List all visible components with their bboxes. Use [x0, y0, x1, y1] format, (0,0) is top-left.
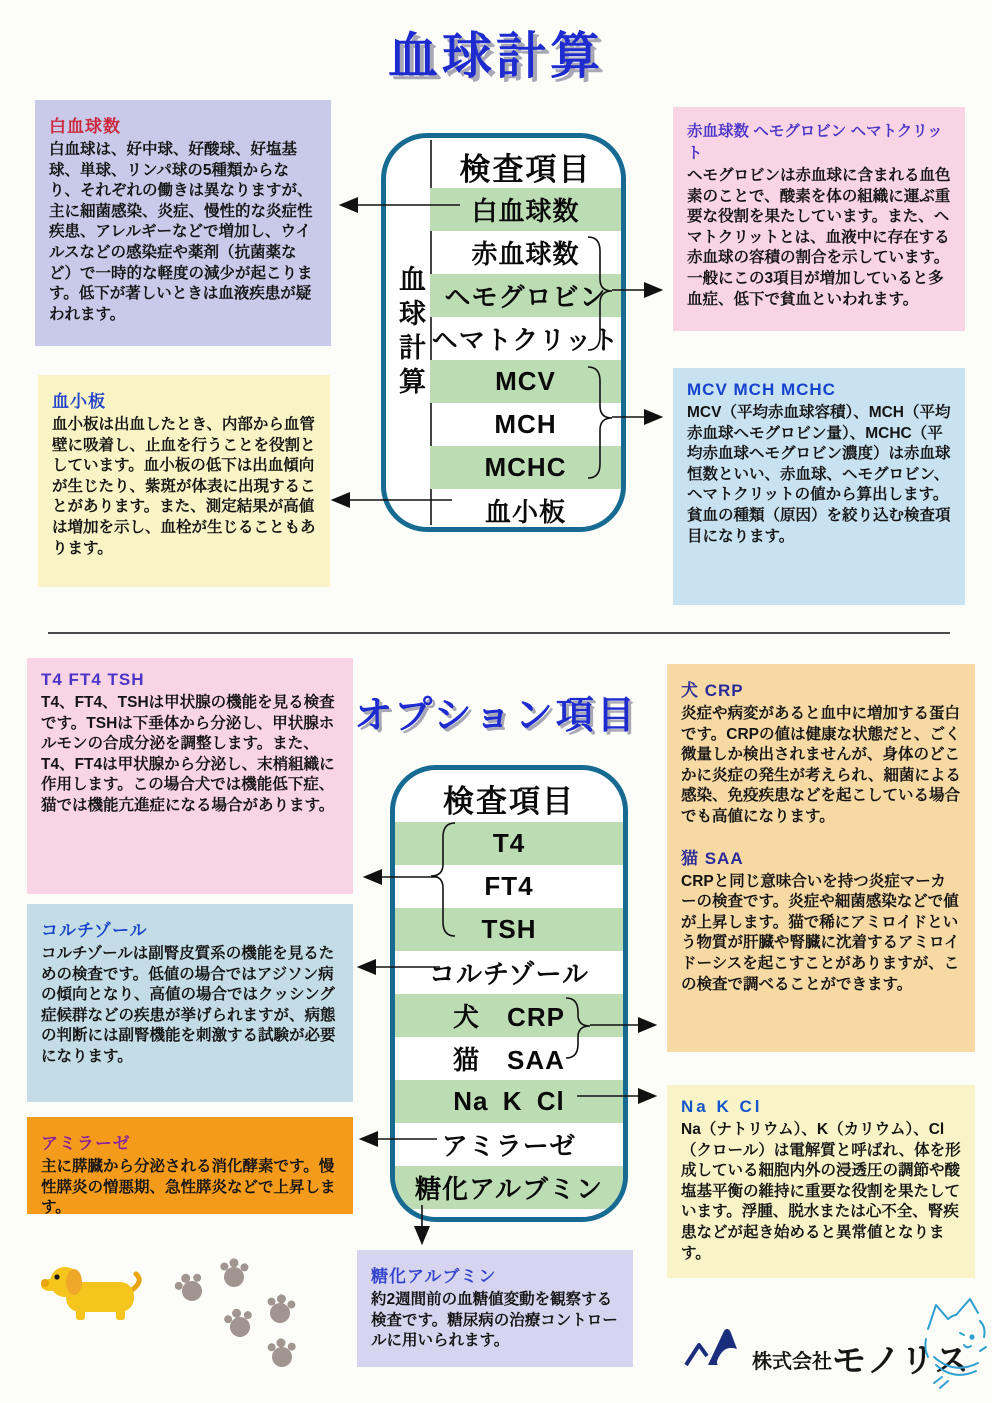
option-test-items-panel: [390, 765, 628, 1222]
option-item-rows: [395, 822, 623, 1209]
info-box-cortisol-body: コルチゾールは副腎皮質系の機能を見るための検査です。低値の場合ではアジソン病の傾向となり、高値の場合ではクッシング症候群などの疾患が挙げられますが、病態の判断には副腎機能を刺激する試験が必要になります。: [41, 945, 336, 1066]
test-item-hematocrit: ヘマトクリット: [431, 325, 620, 355]
option-panel-header: 検査項目: [443, 784, 575, 819]
company-logo: [680, 1295, 992, 1400]
info-box-cortisol-title: コルチゾール: [41, 921, 148, 940]
test-item-rbc: 赤血球数: [471, 239, 580, 269]
info-box-amylase-body: 主に膵臓から分泌される消化酵素です。慢性膵炎の憎悪期、急性膵炎などで上昇します。: [41, 1158, 336, 1217]
info-box-platelet: [38, 375, 330, 587]
cbc-panel-header: 検査項目: [459, 152, 592, 187]
section-title-options: オプション項目: [354, 695, 638, 737]
info-box-mcv-title: MCV MCH MCHC: [687, 380, 836, 399]
paw-prints: [170, 1255, 310, 1380]
info-box-cortisol: [27, 904, 353, 1102]
info-box-cat-saa-body: CRPと同じ意味合いを持つ炎症マーカーの検査です。炎症や細菌感染などで値が上昇します。猫で稀にアミロイドという物質が肝臓や腎臓に沈着するアミロイドーシスを起こすことがありますが、この検査で調べることができます。: [681, 872, 960, 993]
test-item-dog-crp: 犬 CRP: [395, 994, 623, 1037]
test-item-tsh: TSH: [395, 908, 623, 951]
info-box-platelet-body: 血小板は出血したとき、内部から血管壁に吸着し、止血を行うことを役割としています。血小板の低下は出血傾向が生じたり、紫斑が体表に出現することがあります。また、測定結果が高値は増加を示し、血栓が生じることもあります。: [52, 416, 316, 557]
info-box-platelet-title: 血小板: [52, 392, 106, 411]
monolith-mark-icon: [680, 1323, 744, 1371]
info-box-t4-ft4-tsh: [27, 658, 353, 894]
info-box-amylase: [27, 1117, 353, 1217]
cat-sketch-icon: [920, 1295, 992, 1395]
test-item-t4: T4: [395, 822, 623, 865]
cbc-test-items-panel: [381, 133, 626, 532]
info-box-electrolytes-body: Na（ナトリウム）、K（カリウム）、Cl（クロール）は電解質と呼ばれ、体を形成している細胞内外の浸透圧の調節や酸塩基平衡の維持に重要な役割を果たしています。浮腫、脱水または心不全、腎疾患などが起き始めると異常値となります。: [681, 1121, 961, 1262]
test-item-na-k-cl: Na K Cl: [395, 1080, 623, 1123]
cbc-item-rows: [430, 188, 621, 532]
test-item-hemoglobin: ヘモグロビン: [430, 274, 621, 317]
info-box-rbc-body: ヘモグロビンは赤血球に含まれる血色素のことで、酸素を体の組織に運ぶ重要な役割を果たしています。また、ヘマトクリットとは、血液中に存在する赤血球の容積の割合を示しています。一般にこの3項目が増加していると多血症、低下で貧血といわれます。: [687, 167, 951, 308]
test-item-mchc: MCHC: [430, 446, 621, 489]
dog-illustration: [40, 1262, 165, 1326]
info-box-mcv-body: MCV（平均赤血球容積）、MCH（平均赤血球ヘモグロビン量）、MCHC（平均赤血球ヘモグロビン濃度）は赤血球恒数といい、赤血球、ヘモグロビン、ヘマトクリットの値から算出します。貧血の種類（原因）を絞り込む検査項目になります。: [687, 404, 951, 545]
test-item-mch: MCH: [494, 409, 557, 439]
info-box-cat-saa-title: 猫 SAA: [681, 848, 744, 868]
info-box-dog-crp-title: 犬 CRP: [681, 681, 744, 700]
info-box-glycated-albumin: [357, 1250, 633, 1367]
info-box-electrolytes-title: Na K Cl: [681, 1097, 763, 1116]
info-box-wbc-title: 白血球数: [49, 117, 121, 136]
info-box-glycated-albumin-title: 糖化アルブミン: [371, 1267, 497, 1286]
test-item-mcv: MCV: [430, 360, 621, 403]
info-box-electrolytes: [667, 1085, 975, 1278]
info-box-amylase-title: アミラーゼ: [41, 1134, 131, 1153]
info-box-t4-body: T4、FT4、TSHは甲状腺の機能を見る検査です。TSHは下垂体から分泌し、甲状腺ホルモンの合成分泌を調整します。また、T4、FT4は甲状腺から分泌し、末梢組織に作用します。この場合犬では機能低下症、猫では機能亢進症になる場合があります。: [41, 694, 335, 815]
test-item-amylase: アミラーゼ: [441, 1131, 577, 1161]
company-brand: モノリス: [832, 1342, 970, 1380]
test-item-cortisol: コルチゾール: [429, 959, 589, 989]
test-item-cat-saa: 猫 SAA: [453, 1045, 565, 1075]
info-box-t4-title: T4 FT4 TSH: [41, 670, 145, 689]
info-box-mcv: [673, 368, 965, 605]
info-box-crp-saa: [667, 664, 975, 1052]
info-box-rbc-title: 赤血球数 ヘモグロビン ヘマトクリット: [687, 123, 943, 162]
test-item-platelet: 血小板: [484, 497, 566, 527]
company-prefix: 株式会社: [752, 1351, 832, 1373]
test-item-wbc: 白血球数: [430, 188, 621, 231]
cbc-side-label: 血球計算: [395, 264, 425, 401]
test-item-ft4: FT4: [484, 871, 534, 901]
info-box-wbc-body: 白血球は、好中球、好酸球、好塩基球、単球、リンパ球の5種類からなり、それぞれの働きは異なりますが、主に細菌感染、炎症、慢性的な炎症性疾患、アレルギーなどで増加し、ウイルスなどの感染症や薬剤（抗菌薬など）で一時的な軽度の減少が起こります。低下が著しいときは血液疾患が疑われます。: [49, 141, 313, 323]
page-title: 血球計算: [388, 28, 604, 84]
info-box-dog-crp-body: 炎症や病変があると血中に増加する蛋白です。CRPの値は健康な状態だと、ごく微量しか検出されませんが、身体のどこかに炎症の発生が考えられ、細菌による感染、免疫疾患などを起こしている場合でも高値になります。: [681, 705, 961, 826]
info-box-glycated-albumin-body: 約2週間前の血糖値変動を観察する検査です。糖尿病の治療コントロールに用いられます。: [371, 1291, 618, 1350]
info-box-rbc: [673, 107, 965, 331]
info-box-wbc: [35, 100, 331, 346]
test-item-glycated-albumin: 糖化アルブミン: [395, 1166, 623, 1209]
section-divider: [48, 632, 950, 634]
